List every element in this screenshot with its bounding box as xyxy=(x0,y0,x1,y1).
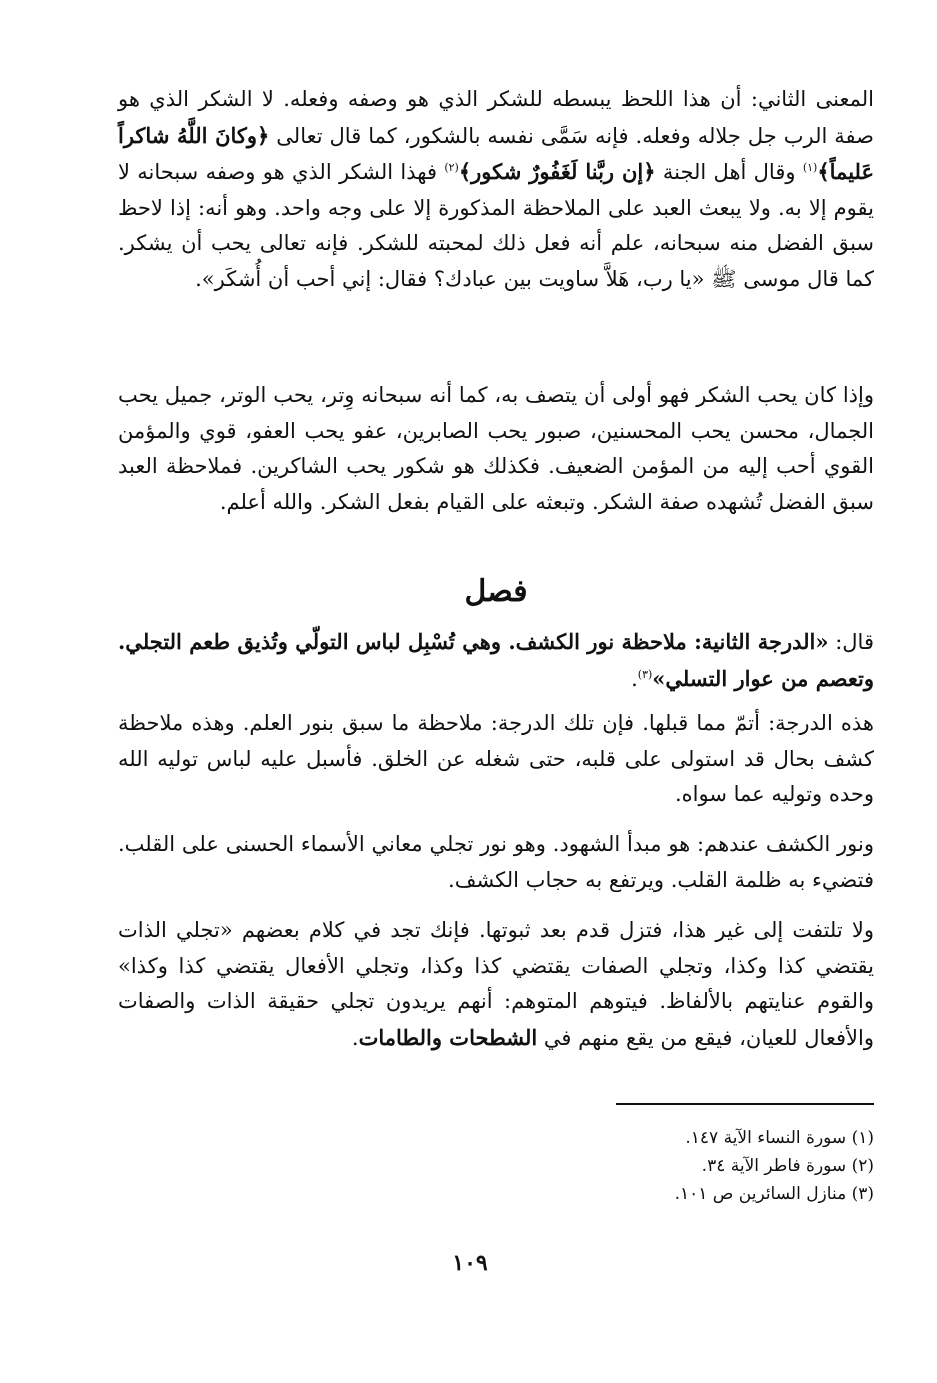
footnote-ref-3: (٣) xyxy=(637,667,653,681)
p6-end: . xyxy=(351,1025,359,1050)
paragraph-2: وإذا كان يحب الشكر فهو أولى أن يتصف به، كما أنه سبحانه وِتر، يحب الوتر، جميل يحب الجمال، محسن يحب المحسنين، صبور يحب الصابرين، عفو يحب العفو، قوي والمؤمن القوي أحب إليه من المؤمن الضعيف. فكذلك هو شكور يحب الشاكرين. فملاحظة العبد سبق الفضل تُشهده صفة الشكر. وتبعثه على القيام بفعل الشكر. والله أعلم. xyxy=(118,383,874,514)
quran-quote-1: ﴿وكانَ اللَّهُ شاكراً عَليماً﴾ xyxy=(118,122,875,184)
quran-quote-2: ﴿إن ربَّنا لَغَفُورٌ شكور﴾ xyxy=(458,159,656,184)
p1-text-1: المعنى الثاني: أن هذا اللحظ يبسطه للشكر الذي هو وصفه وفعله. لا الشكر الذي هو صفة الرب جل جلاله وفعله. فإنه سَمَّى نفسه بالشكور، كما قال تعالى xyxy=(118,87,874,148)
paragraph-5: ونور الكشف عندهم: هو مبدأ الشهود. وهو نور تجلي معاني الأسماء الحسنى على القلب. فتضيء به ظلمة القلب. ويرتفع به حجاب الكشف. xyxy=(118,832,874,892)
page-body xyxy=(118,82,874,1057)
p1-text-2: وقال أهل الجنة xyxy=(655,160,803,184)
footnote-ref-1: (١) xyxy=(802,161,818,174)
paragraph-4: هذه الدرجة: أتمّ مما قبلها. فإن تلك الدرجة: ملاحظة ما سبق بنور العلم. وهذه ملاحظة كشف بحال قد استولى على قلبه، حتى شغله عن الخلق. فأسبل عليه لباس توليه الله وحده وتوليه عما سواه. xyxy=(118,711,874,806)
footnote-1: (١) سورة النساء الآية ١٤٧. xyxy=(685,1128,874,1148)
p6-bold-text: الشطحات والطامات xyxy=(358,1024,538,1050)
page-number: ١٠٩ xyxy=(452,1250,488,1276)
footnote-ref-2: (٢) xyxy=(444,161,459,174)
p3-lead: قال: xyxy=(828,630,874,654)
footnote-divider xyxy=(616,1103,874,1105)
paragraph-1 xyxy=(118,82,874,366)
footnotes xyxy=(560,1124,874,1208)
paragraph-6 xyxy=(118,913,874,1057)
footnote-3: (٣) منازل السائرين ص ١٠١. xyxy=(674,1184,874,1204)
quoted-text: «الدرجة الثانية: ملاحظة نور الكشف. وهي تُسْبِل لباس التولّي وتُذيق طعم التجلي. وتعصم من عوار التسلي» xyxy=(118,629,874,691)
footnote-2: (٢) سورة فاطر الآية ٣٤. xyxy=(701,1156,874,1176)
p1-text-3: فهذا الشكر الذي هو وصفه سبحانه لا يقوم إلا به. ولا يبعث العبد على الملاحظة المذكورة إلا على وجه واحد. وهو أنه: إذا لاحظ سبق الفضل منه سبحانه، علم أنه فعل ذلك لمحبته للشكر. فإنه تعالى يحب أن يشكر. كما قال موسى ﷺ «يا رب، هَلاَّ ساويت بين عبادك؟ فقال: إني أحب أن أُشكَر». xyxy=(118,160,874,291)
p6-text: ولا تلتفت إلى غير هذا، فتزل قدم بعد ثبوتها. فإنك تجد في كلام بعضهم «تجلي الذات يقتضي كذا وكذا، وتجلي الصفات يقتضي كذا وكذا، وتجلي الأفعال يقتضي كذا وكذا» والقوم عنايتهم بالألفاظ. فيتوهم المتوهم: أنهم يريدون تجلي حقيقة الذات والصفات والأفعال للعيان، فيقع من يقع منهم في xyxy=(118,918,874,1050)
paragraph-3 xyxy=(118,624,874,696)
p3-end: . xyxy=(631,666,638,691)
section-heading: فصل xyxy=(464,574,528,609)
